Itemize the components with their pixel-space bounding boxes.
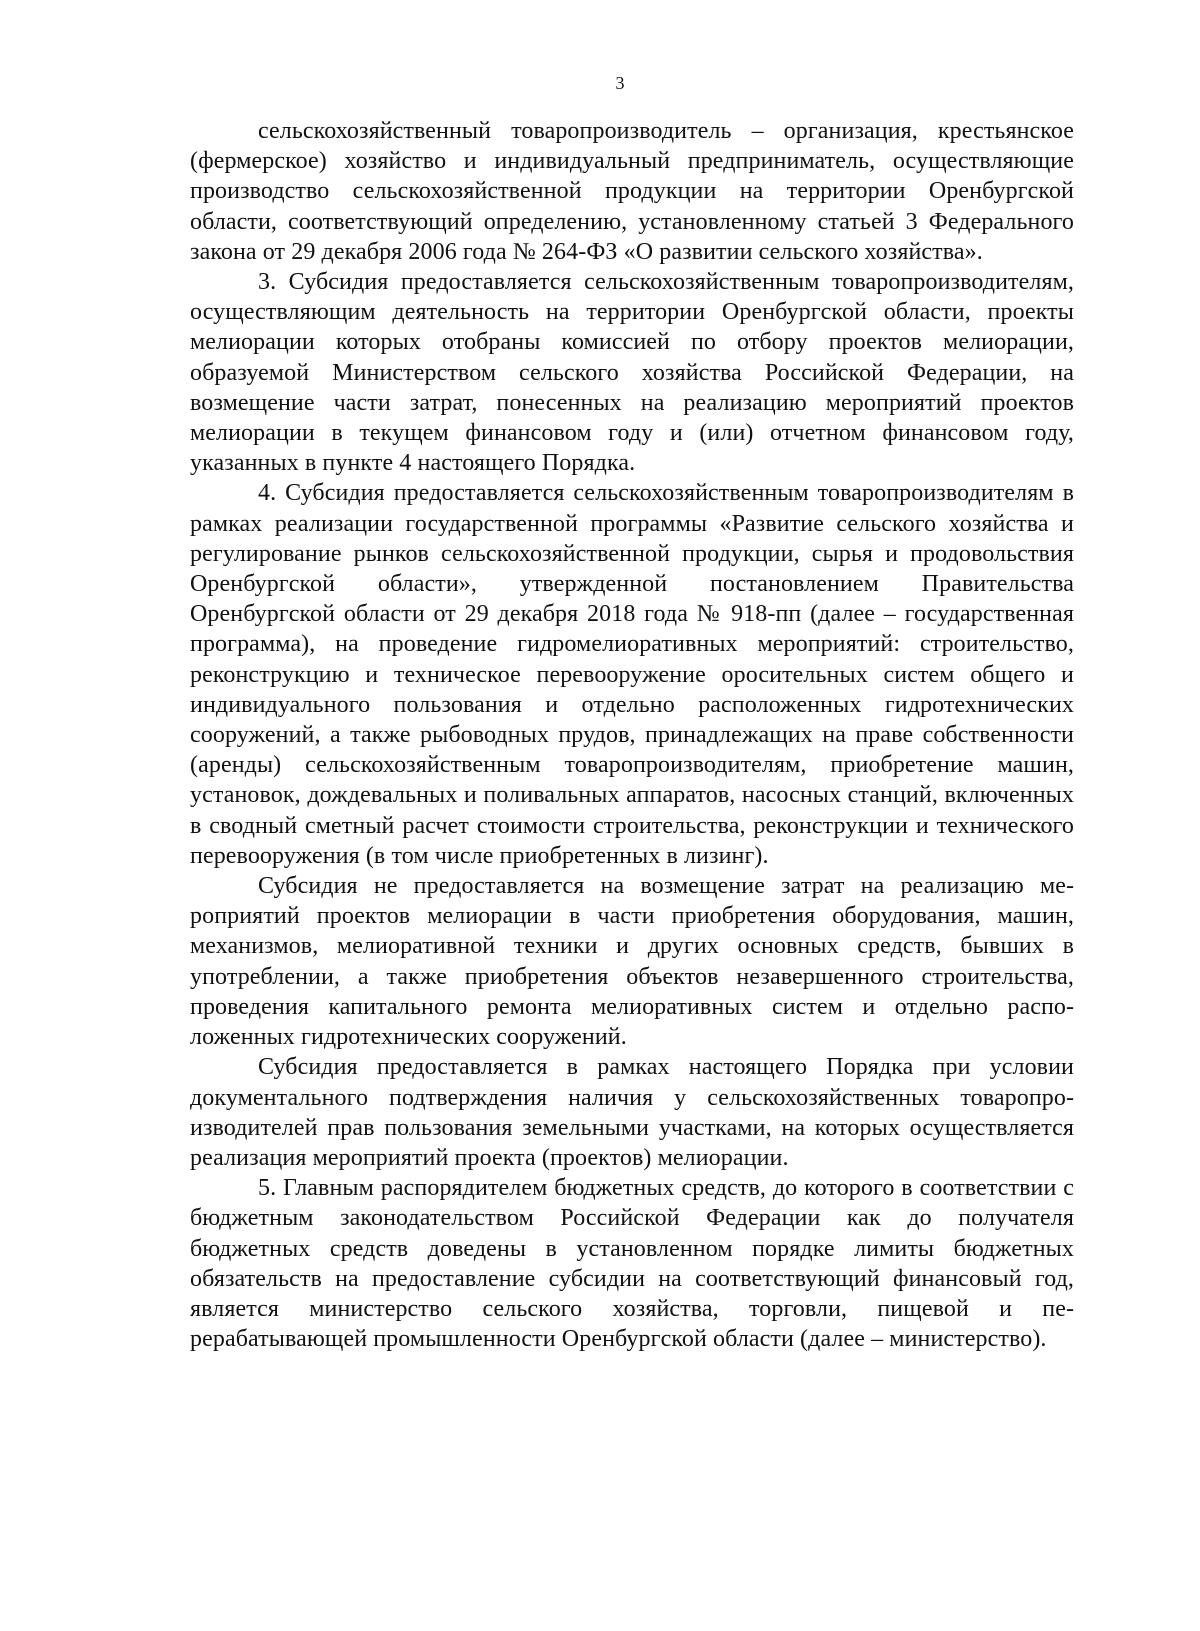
paragraph-item-5: 5. Главным распорядителем бюджетных средств, до которого в соответствии с бюджетным законодательством Российской Федерации как до получателя бюджетных средств доведены в установленном порядке лимиты бюджетных обязательств на предоставление субсидии на соответствующий финансовый год, является министерство сельского хозяйства, торговли, пищевой и перерабатывающей промышленности Оренбургской области (далее – министерство). — [190, 1175, 1074, 1353]
paragraph-not-provided: Субсидия не предоставляется на возмещение затрат на реализацию мероприятий проектов мелиорации в части приобретения оборудования, машин, механизмов, мелиоративной техники и других основных средств, бывших в употреблении, а также приобретения объектов незавершенного строительства, проведения капитального ремонта мелиоративных систем и отдельно расположенных гидротехнических сооружений. — [190, 873, 1074, 1051]
paragraph-item-4: 4. Субсидия предоставляется сельскохозяйственным товаропроизводителям в рамках реализации государственной программы «Развитие сельского хозяйства и регулирование рынков сельскохозяйственной продукции, сырья и продовольствия Оренбургской области», утвержденной постановлением Правительства Оренбургской области от 29 декабря 2018 года № 918-пп (далее – государственная программа), на проведение гидромелиоративных мероприятий: строительство, реконструкцию и техническое перевооружение оросительных систем общего и индивидуального пользования и отдельно расположенных гидротехнических сооружений, а также рыбоводных прудов, принадлежащих на праве собственности (аренды) сельскохозяйственным товаропроизводителям, приобретение машин, установок, дождевальных и поливальных аппаратов, насосных станций, включенных в сводный сметный расчет стоимости строительства, реконструкции и технического перевооружения (в том числе приобретенных в лизинг). — [190, 480, 1074, 869]
paragraph-item-3: 3. Субсидия предоставляется сельскохозяйственным товаропроизводителям, осуществляющим деятельность на территории Оренбургской области, проекты мелиорации которых отобраны комиссией по отбору проектов мелиорации, образуемой Министерством сельского хозяйства Российской Федерации, на возмещение части затрат, понесенных на реализацию мероприятий проектов мелиорации в текущем финансовом году и (или) отчетном финансовом году, указанных в пункте 4 настоящего Порядка. — [190, 269, 1074, 477]
document-body — [190, 116, 1074, 1354]
paragraph-condition: Субсидия предоставляется в рамках настоящего Порядка при условии документального подтверждения наличия у сельскохозяйственных товаропроизводителей прав пользования земельными участками, на которых осуществляется реализация мероприятий проекта (проектов) мелиорации. — [190, 1054, 1074, 1171]
paragraph-definition: сельскохозяйственный товаропроизводитель – организация, крестьянское (фермерское) хозяйство и индивидуальный предприниматель, осуществляющие производство сельскохозяйственной продукции на территории Оренбургской области, соответствующий определению, установленному статьей 3 Федерального закона от 29 декабря 2006 года № 264-ФЗ «О развитии сельского хозяйства». — [190, 118, 1074, 265]
page-number: 3 — [615, 73, 625, 93]
